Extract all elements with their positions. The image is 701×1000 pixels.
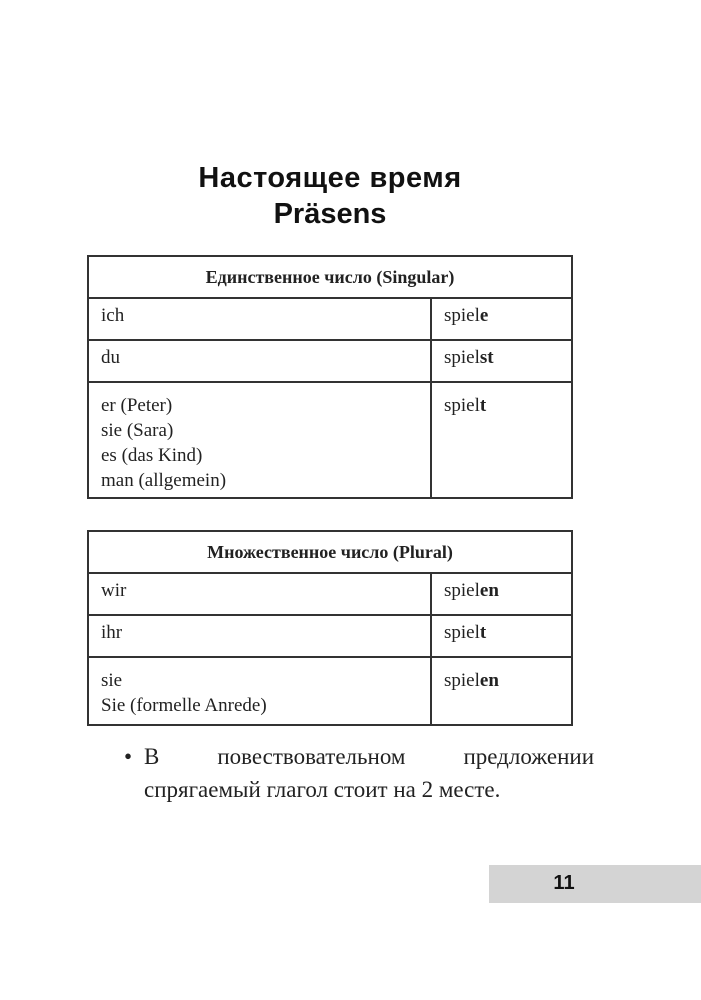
pronoun: du — [101, 347, 120, 368]
table-row — [88, 382, 572, 498]
verb-stem: spiel — [444, 305, 480, 326]
verb-ending: t — [479, 395, 487, 416]
verb-cell — [431, 573, 572, 615]
table-header-row — [88, 531, 572, 573]
verb-cell — [431, 382, 572, 498]
pronoun: ihr — [101, 622, 123, 643]
verb-cell — [431, 657, 572, 725]
header-de: (Plural) — [392, 541, 453, 562]
page-title-german: Präsens — [273, 198, 387, 230]
pronoun: er (Peter) — [101, 395, 173, 416]
verb-stem: spiel — [444, 347, 480, 368]
verb-ending: en — [479, 670, 499, 691]
table-row — [88, 615, 572, 657]
header-ru: Множественное число — [207, 541, 389, 562]
page-number: 11 — [553, 872, 575, 894]
page-title-russian: Настоящее время — [198, 162, 462, 194]
verb-cell — [431, 340, 572, 382]
pronoun: man (allgemein) — [101, 470, 227, 491]
pronoun: Sie (formelle Anrede) — [101, 695, 267, 716]
grammar-note — [124, 740, 594, 806]
verb-stem: spiel — [444, 670, 480, 691]
verb-ending: e — [479, 305, 489, 326]
singular-header — [88, 256, 572, 298]
verb-ending: t — [479, 622, 487, 643]
plural-header — [88, 531, 572, 573]
header-de: (Singular) — [376, 266, 455, 287]
table-row — [88, 340, 572, 382]
verb-cell — [431, 615, 572, 657]
pronoun-cell — [88, 657, 431, 725]
plural-conjugation-table — [87, 530, 573, 726]
pronoun-cell — [88, 573, 431, 615]
table-header-row — [88, 256, 572, 298]
verb-stem: spiel — [444, 395, 480, 416]
table-row — [88, 298, 572, 340]
table-row — [88, 573, 572, 615]
verb-ending: st — [479, 347, 494, 368]
pronoun: es (das Kind) — [101, 445, 203, 466]
pronoun-cell — [88, 298, 431, 340]
pronoun: ich — [101, 305, 125, 326]
pronoun: sie (Sara) — [101, 420, 174, 441]
verb-ending: en — [479, 580, 499, 601]
verb-cell — [431, 298, 572, 340]
pronoun-cell — [88, 382, 431, 498]
verb-stem: spiel — [444, 580, 480, 601]
verb-stem: spiel — [444, 622, 480, 643]
note-text: В повествовательном предложении спрягаемый глагол стоит на 2 месте. — [144, 744, 594, 802]
bullet-icon: • — [124, 744, 133, 769]
table-row — [88, 657, 572, 725]
page-number-bar — [489, 865, 701, 903]
header-ru: Единственное число — [205, 266, 372, 287]
pronoun: sie — [101, 670, 123, 691]
pronoun-cell — [88, 340, 431, 382]
pronoun-cell — [88, 615, 431, 657]
singular-conjugation-table — [87, 255, 573, 499]
pronoun: wir — [101, 580, 127, 601]
